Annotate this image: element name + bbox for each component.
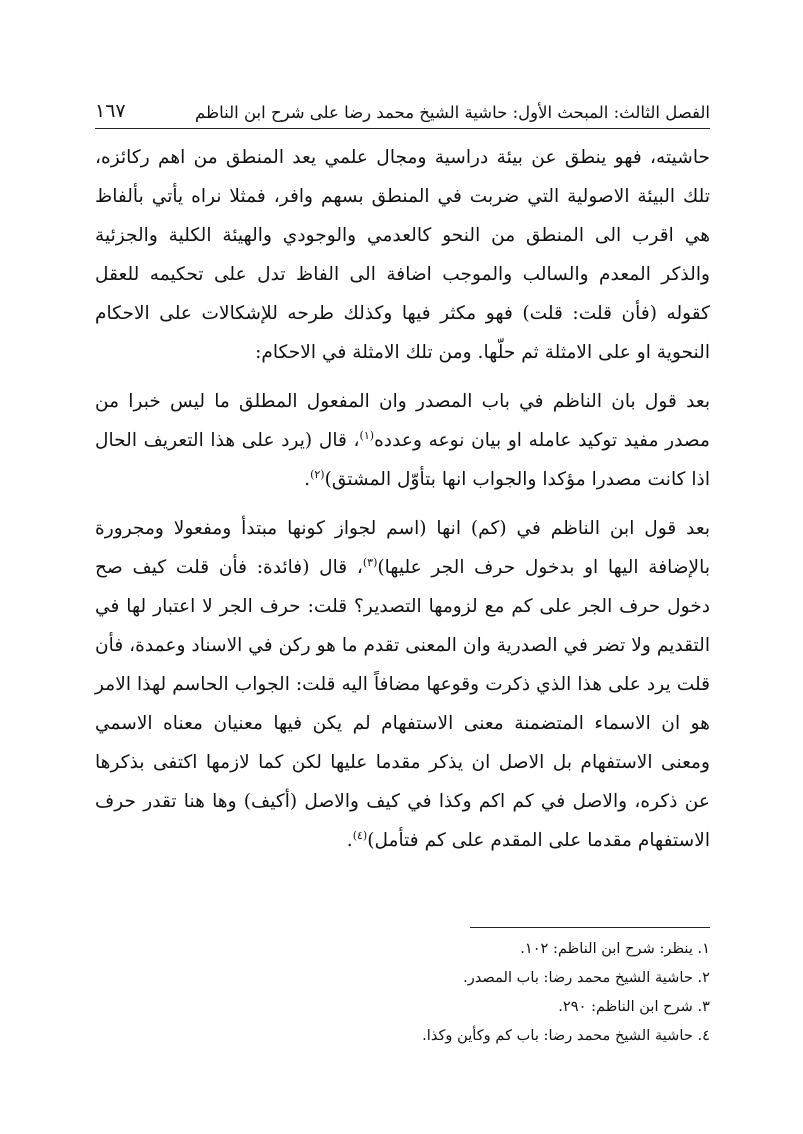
paragraph-3-text-c: .	[346, 830, 353, 851]
body-text	[95, 138, 710, 860]
footnote-2: ٢. حاشية الشيخ محمد رضا: باب المصدر.	[463, 969, 710, 986]
paragraph-3	[95, 509, 710, 860]
footnote-4: ٤. حاشية الشيخ محمد رضا: باب كم وكأين وكذا.	[422, 1027, 710, 1044]
footnote-ref-4[interactable]: (٤)	[352, 828, 368, 842]
paragraph-2-text-a: بعد قول بان الناظم في باب المصدر وان المفعول المطلق ما ليس خبرا من مصدر مفيد توكيد عامله او بيان نوعه وعدده	[95, 391, 710, 451]
chapter-title: الفصل الثالث: المبحث الأول: حاشية الشيخ محمد رضا على شرح ابن الناظم	[195, 103, 710, 122]
header-rule	[95, 128, 710, 129]
footnote-ref-2[interactable]: (٢)	[310, 467, 325, 481]
footnote-3: ٣. شرح ابن الناظم: ٢٩٠.	[558, 998, 710, 1015]
footnote-1: ١. ينظر: شرح ابن الناظم: ١٠٢.	[520, 940, 710, 957]
footnote-ref-1[interactable]: (١)	[359, 428, 375, 442]
running-header	[95, 92, 710, 122]
book-page	[95, 0, 710, 1134]
paragraph-2	[95, 382, 710, 499]
paragraph-1: حاشيته، فهو ينطق عن بيئة دراسية ومجال علمي يعد المنطق من اهم ركائزه، تلك البيئة الاصولية التي ضربت في المنطق بسهم وافر، فمثلا نراه يأتي بألفاظ هي اقرب الى المنطق من النحو كالعدمي والوجودي والهيئة الكلية والجزئية والذكر المعدم والسالب والموجب اضافة الى الفاظ تدل على تحكيمه للعقل كقوله (فأن قلت: قلت) فهو مكثر فيها وكذلك طرحه للإشكالات على الاحكام النحوية او على الامثلة ثم حلّها. ومن تلك الامثلة في الاحكام:	[95, 147, 710, 363]
paragraph-2-text-c: .	[304, 469, 311, 490]
footnote-separator	[470, 927, 710, 928]
paragraph-3-text-b: ، قال (فائدة: فأن قلت كيف صح دخول حرف الجر على كم مع لزومها التصدير؟ قلت: حرف الجر لا اعتبار لها في التقديم ولا تضر في الصدرية وان المعنى تقدم ما هو ركن في الاسناد وعمدة، فأن قلت يرد على هذا الذي ذكرت وقوعها مضافاً اليه قلت: الجواب الحاسم لهذا الامر هو ان الاسماء المتضمنة معنى الاستفهام لم يكن فيها معنيان معناه الاسمي ومعنى الاستفهام بل الاصل ان يذكر مقدما عليها لكن كما لازمها اكتفى بذكرها عن ذكره، والاصل في كم اكم وكذا في كيف والاصل (أكيف) وها هنا تقدر حرف الاستفهام مقدما على المقدم على كم فتأمل)	[95, 557, 710, 851]
footnotes	[95, 934, 710, 1050]
page-number: ١٦٧	[95, 100, 126, 122]
footnote-ref-3[interactable]: (٣)	[362, 555, 378, 569]
paragraph-3-text-a: بعد قول ابن الناظم في (كم) انها (اسم لجواز كونها مبتدأ ومفعولا ومجرورة بالإضافة اليها او بدخول حرف الجر عليها)	[95, 518, 710, 578]
paragraph-2-text-b: ، قال (يرد على هذا التعريف الحال اذا كانت مصدرا مؤكدا والجواب انها بتأوّل المشتق)	[95, 430, 710, 490]
